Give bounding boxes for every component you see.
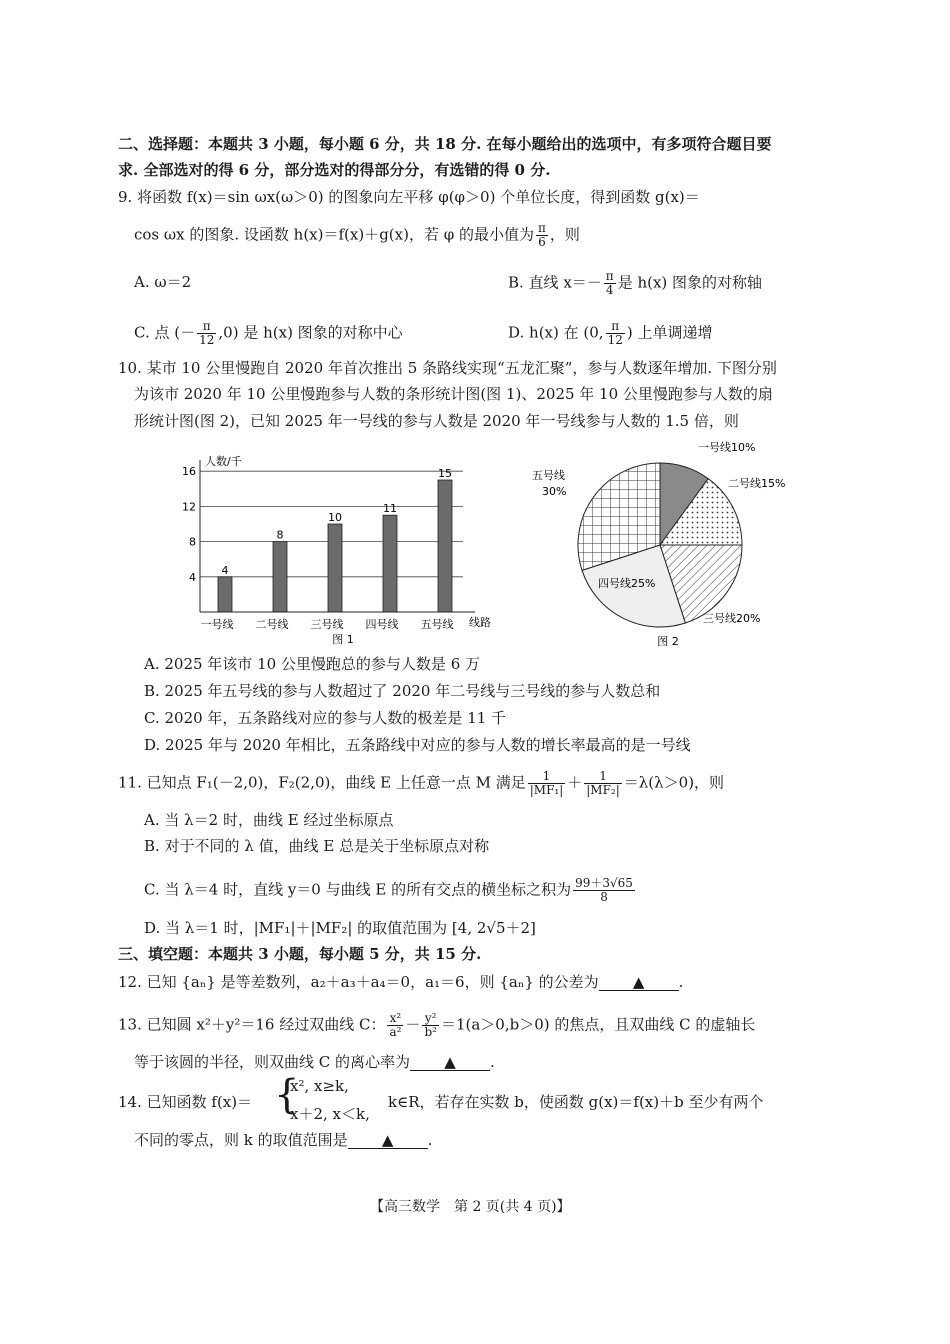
bar-value-label: 8 <box>276 528 284 542</box>
q14-case-1: x², x≥k, <box>290 1077 349 1095</box>
q14-line2: 不同的零点，则 k 的取值范围是 ▲ . <box>134 1131 433 1149</box>
q13-line2: 等于该圆的半径，则双曲线 C 的离心率为 ▲ . <box>134 1053 495 1071</box>
pie-label-4: 四号线25% <box>598 577 656 590</box>
q11-option-a: A. 当 λ＝2 时，曲线 E 经过坐标原点 <box>144 811 394 829</box>
q10-line2: 为该市 2020 年 10 公里慢跑参与人数的条形统计图(图 1)、2025 年 10 公里慢跑参与人数的扇 <box>134 385 773 403</box>
page-footer: 【高三数学 第 2 页(共 4 页)】 <box>370 1199 571 1215</box>
q12: 12. 已知 {aₙ} 是等差数列，a₂＋a₃＋a₄＝0，a₁＝6，则 {aₙ} 的公差为 ▲ . <box>118 973 684 991</box>
q9-option-d: D. h(x) 在 (0, $\frac{\pi}{12}$ ) 上单调递增 <box>508 319 713 347</box>
pie-label-5-name: 五号线 <box>532 469 565 482</box>
bar-y-tick: 8 <box>189 535 196 549</box>
bar-chart-figure-1 <box>182 440 515 655</box>
q9-line2 <box>134 222 580 249</box>
bar-caption: 图 1 <box>332 633 354 646</box>
q9-line2-end: ，则 <box>549 225 580 244</box>
pie-chart-figure-2 <box>520 435 810 655</box>
bar <box>328 524 342 612</box>
bar-value-label: 4 <box>221 563 229 577</box>
q10-option-d: D. 2025 年与 2020 年相比，五条路线中对应的参与人数的增长率最高的是一号线 <box>144 736 691 754</box>
bar-category-label: 二号线 <box>255 618 289 631</box>
bar-category-label: 一号线 <box>200 618 234 631</box>
bar-value-label: 10 <box>328 511 342 524</box>
bar-y-tick: 16 <box>182 465 196 479</box>
q14-line1-start: 14. 已知函数 f(x)＝ <box>118 1093 253 1111</box>
pie-label-3: 三号线20% <box>703 612 761 625</box>
q9-option-c: C. 点 (－ $\frac{\pi}{12}$ ,0) 是 h(x) 图象的对称中心 <box>134 319 403 347</box>
q14-answer-blank[interactable]: ▲ <box>348 1132 428 1149</box>
q9-line2-text: cos ωx 的图象. 设函数 h(x)＝f(x)＋g(x)，若 φ 的最小值为 <box>134 225 535 244</box>
bar-y-label: 人数/千 <box>205 455 242 468</box>
pie-label-1: 一号线10% <box>698 441 756 454</box>
pie-caption: 图 2 <box>657 635 679 648</box>
section-3-heading: 三、填空题：本题共 3 小题，每小题 5 分，共 15 分. <box>118 945 482 963</box>
bar-value-label: 11 <box>383 502 397 516</box>
pie-label-2: 二号线15% <box>728 477 786 490</box>
bar <box>383 515 397 612</box>
bar <box>218 577 232 612</box>
bar-y-tick: 4 <box>189 570 196 584</box>
q12-answer-blank[interactable]: ▲ <box>599 974 679 991</box>
q10-line1: 10. 某市 10 公里慢跑自 2020 年首次推出 5 条路线实现“五龙汇聚”，参与人数逐年增加. 下图分别 <box>118 359 777 377</box>
q11-option-b: B. 对于不同的 λ 值，曲线 E 总是关于坐标原点对称 <box>144 837 490 855</box>
q11-option-d: D. 当 λ＝1 时，|MF₁|＋|MF₂| 的取值范围为 [4, 2√5＋2] <box>144 919 536 937</box>
bar <box>438 480 452 612</box>
section-2-heading-cont: 求. 全部选对的得 6 分，部分选对的得部分分，有选错的得 0 分. <box>118 161 551 179</box>
q10-option-b: B. 2025 年五号线的参与人数超过了 2020 年二号线与三号线的参与人数总和 <box>144 682 661 700</box>
q13-line1: 13. 已知圆 x²＋y²＝16 经过双曲线 C： $\frac{\text{x²}}{\text{a²}}$ － $\frac{\text{y²}}{\text{b²}}$ ＝1(a＞0,b＞0) 的焦点，且双曲线 C 的虚轴长 <box>118 1011 756 1039</box>
q14-brace: { <box>274 1072 300 1118</box>
q9-option-a: A. ω＝2 <box>134 273 192 291</box>
q10-line3: 形统计图(图 2)，已知 2025 年一号线的参与人数是 2020 年一号线参与人数的 1.5 倍，则 <box>134 412 739 430</box>
pie-label-5-pct: 30% <box>542 485 567 498</box>
q11-line1: 11. 已知点 F₁(－2,0)，F₂(2,0)，曲线 E 上任意一点 M 满足 $\frac{1}{\text{|MF₁|}}$ ＋ $\frac{1}{\text{|MF₂|}}$ ＝λ(λ＞0)，则 <box>118 769 725 797</box>
q14-case-2: x＋2, x＜k, <box>290 1105 370 1123</box>
section-2-heading: 二、选择题：本题共 3 小题，每小题 6 分，共 18 分. 在每小题给出的选项中，有多项符合题目要 <box>118 135 772 153</box>
bar-x-label: 线路 <box>469 616 491 629</box>
bar-y-tick: 12 <box>182 500 196 514</box>
bar-category-label: 五号线 <box>420 618 454 631</box>
q13-answer-blank[interactable]: ▲ <box>410 1054 490 1071</box>
q9-fraction: $\frac{\pi}{6}$ <box>538 221 546 249</box>
bar <box>273 542 287 612</box>
q9-line1: 9. 将函数 f(x)＝sin ωx(ω＞0) 的图象向左平移 φ(φ＞0) 个单位长度，得到函数 g(x)＝ <box>118 188 700 206</box>
q10-option-c: C. 2020 年，五条路线对应的参与人数的极差是 11 千 <box>144 709 507 727</box>
bar-category-label: 四号线 <box>365 618 399 631</box>
bar-value-label: 15 <box>438 467 452 480</box>
q14-line1-end: k∈R，若存在实数 b，使函数 g(x)＝f(x)＋b 至少有两个 <box>388 1093 764 1111</box>
bar-category-label: 三号线 <box>310 618 344 631</box>
q9-option-b: B. 直线 x＝－ $\frac{\pi}{4}$ 是 h(x) 图象的对称轴 <box>508 269 763 297</box>
q10-option-a: A. 2025 年该市 10 公里慢跑总的参与人数是 6 万 <box>144 655 481 673</box>
q11-option-c: C. 当 λ＝4 时，直线 y＝0 与曲线 E 的所有交点的横坐标之积为 $\frac{99+3√65}{8}$ <box>144 876 633 904</box>
